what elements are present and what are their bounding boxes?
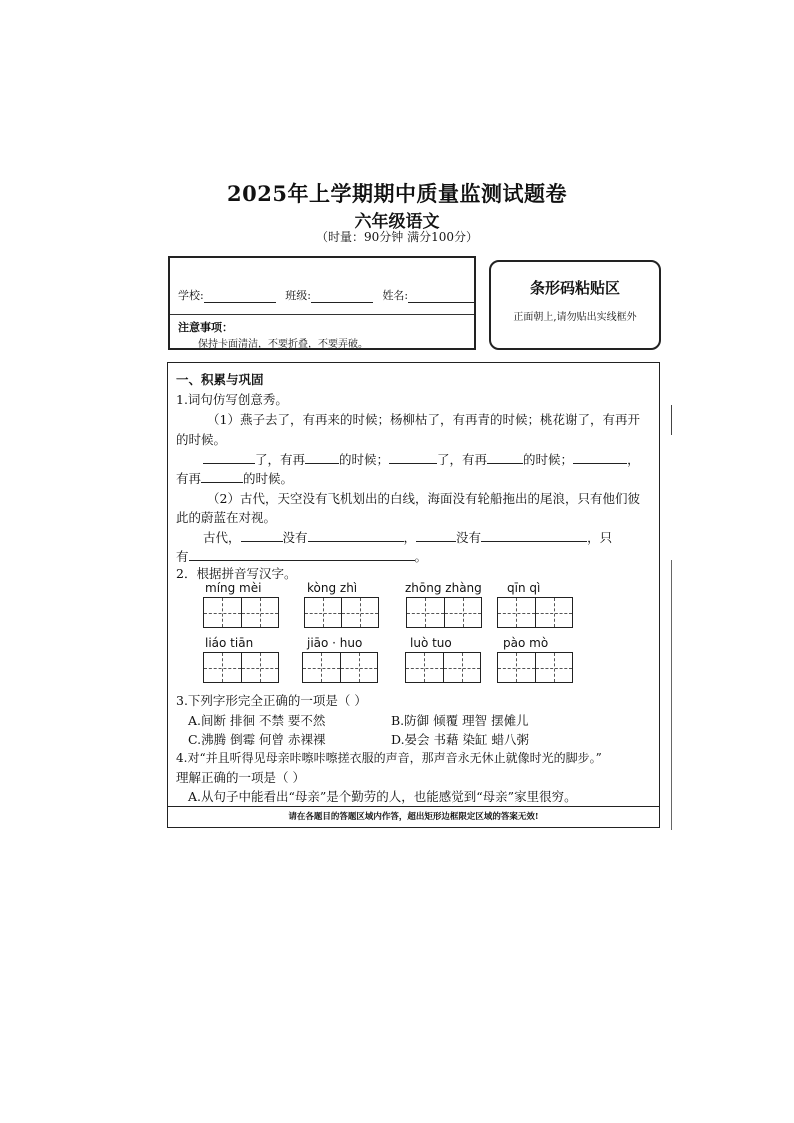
grid-cell[interactable] — [498, 598, 535, 627]
blank-6[interactable] — [201, 470, 243, 483]
writing-grid[interactable] — [304, 597, 379, 628]
class-field[interactable] — [311, 291, 373, 303]
fill-text: 了，有再 — [255, 452, 306, 467]
exam-subtitle: 六年级语文 — [354, 212, 440, 232]
writing-grid[interactable] — [302, 652, 378, 683]
writing-grid[interactable] — [203, 652, 279, 683]
class-label: 班级: — [285, 289, 311, 302]
footer-divider — [167, 806, 660, 807]
grid-cell[interactable] — [241, 598, 279, 627]
writing-grid[interactable] — [405, 652, 481, 683]
school-label: 学校: — [178, 289, 204, 302]
grid-cell[interactable] — [535, 653, 573, 682]
barcode-note: 正面朝上,请勿贴出实线框外 — [513, 312, 637, 323]
barcode-area — [489, 260, 661, 350]
time-info: （时量：90分钟 满分100分） — [316, 230, 478, 244]
blank-2[interactable] — [305, 451, 339, 464]
pinyin-label: zhōng zhàng — [405, 581, 482, 595]
fill-text: 有 — [176, 549, 189, 564]
fill-text: ，只 — [587, 530, 613, 545]
fill-text: 了，有再 — [437, 452, 488, 467]
grid-cell[interactable] — [204, 653, 241, 682]
q1-fill1-row1 — [203, 450, 640, 468]
blank-11[interactable] — [189, 548, 415, 561]
q4-line1: 4.对“并且听得见母亲咔嚓咔嚓搓衣服的声音，那声音永无休止就像时光的脚步。” — [176, 751, 602, 765]
fill-text: 。 — [414, 549, 428, 564]
grid-cell[interactable] — [241, 653, 279, 682]
edge-mark — [671, 405, 673, 435]
blank-4[interactable] — [487, 451, 523, 464]
grid-cell[interactable] — [406, 653, 443, 682]
grid-cell[interactable] — [407, 598, 444, 627]
fill-text: 没有 — [282, 530, 308, 545]
student-info-box — [168, 256, 476, 350]
blank-10[interactable] — [481, 529, 587, 542]
grid-cell[interactable] — [305, 598, 341, 627]
q1-fill2-row2 — [176, 547, 427, 565]
fill-text: ， — [627, 452, 640, 467]
pinyin-label: pào mò — [503, 636, 549, 650]
grid-cell[interactable] — [535, 598, 573, 627]
writing-grid[interactable] — [406, 597, 482, 628]
writing-grid[interactable] — [497, 652, 573, 683]
pinyin-label: luò tuo — [410, 636, 452, 650]
edge-mark-lower — [671, 560, 673, 830]
blank-9[interactable] — [416, 529, 456, 542]
writing-grid[interactable] — [497, 597, 573, 628]
q1-part2-line2: 此的蔚蓝在对视。 — [176, 510, 277, 525]
barcode-title: 条形码粘贴区 — [529, 279, 620, 297]
exam-title: 2025年上学期期中质量监测试题卷 — [227, 181, 567, 206]
fill-text: 有再 — [176, 471, 202, 486]
grid-cell[interactable] — [444, 598, 482, 627]
grid-cell[interactable] — [498, 653, 535, 682]
q3-option-c: C.沸腾 倒霉 何曾 赤裸裸 — [188, 732, 326, 747]
q3-option-d: D.晏会 书藉 染缸 蜡八粥 — [391, 732, 529, 747]
q1-part1-line1: （1）燕子去了，有再来的时候；杨柳枯了，有再青的时候；桃花谢了，有再开 — [207, 412, 640, 427]
section-title: 一、积累与巩固 — [176, 372, 264, 387]
q1-part2-line1: （2）古代，天空没有飞机划出的白线，海面没有轮船拖出的尾浪，只有他们彼 — [207, 491, 640, 506]
pinyin-label: jiāo · huo — [307, 636, 363, 650]
fill-text: 的时候； — [339, 452, 390, 467]
blank-8[interactable] — [308, 529, 404, 542]
fill-text: 没有 — [456, 530, 482, 545]
footer-note: 请在各题目的答题区域内作答，超出矩形边框限定区域的答案无效! — [288, 812, 539, 822]
school-field[interactable] — [204, 291, 276, 303]
q4-option-a: A.从句子中能看出“母亲”是个勤劳的人，也能感觉到“母亲”家里很穷。 — [188, 789, 577, 804]
q1-part1-line2: 的时候。 — [176, 432, 227, 447]
grid-cell[interactable] — [204, 598, 241, 627]
pinyin-label: qīn qì — [507, 581, 541, 595]
info-divider — [170, 314, 474, 315]
pinyin-label: kòng zhì — [307, 581, 358, 595]
pinyin-label: liáo tiān — [205, 636, 254, 650]
grid-cell[interactable] — [303, 653, 340, 682]
notice-text: 保持卡面清洁，不要折叠，不要弄破。 — [198, 339, 368, 350]
q2-title: 2．根据拼音写汉字。 — [176, 566, 297, 581]
student-info-line — [178, 287, 480, 303]
fill-text: 的时候； — [523, 452, 574, 467]
grid-cell[interactable] — [341, 598, 378, 627]
fill-text: 的时候。 — [243, 471, 294, 486]
name-field[interactable] — [408, 291, 474, 303]
pinyin-label: míng mèi — [205, 581, 262, 595]
grid-cell[interactable] — [443, 653, 481, 682]
q1-fill2-row1 — [203, 528, 612, 546]
q4-line2: 理解正确的一项是（ ） — [176, 770, 305, 785]
blank-5[interactable] — [573, 451, 627, 464]
grid-cell[interactable] — [340, 653, 378, 682]
blank-1[interactable] — [203, 451, 255, 464]
fill-text: ， — [403, 530, 417, 545]
blank-7[interactable] — [241, 529, 283, 542]
writing-grid[interactable] — [203, 597, 279, 628]
name-label: 姓名: — [382, 289, 409, 302]
blank-3[interactable] — [389, 451, 437, 464]
fill-text: 古代， — [203, 530, 241, 545]
notice-title: 注意事项： — [178, 321, 233, 334]
q3-option-b: B.防御 倾覆 理智 摆傩儿 — [391, 713, 529, 728]
q1-title: 1.词句仿写创意秀。 — [176, 392, 288, 407]
q3-option-a: A.间断 排徊 不禁 要不然 — [188, 713, 326, 728]
q1-fill1-row2 — [176, 469, 293, 487]
q3-title: 3.下列字形完全正确的一项是（ ） — [176, 693, 367, 708]
